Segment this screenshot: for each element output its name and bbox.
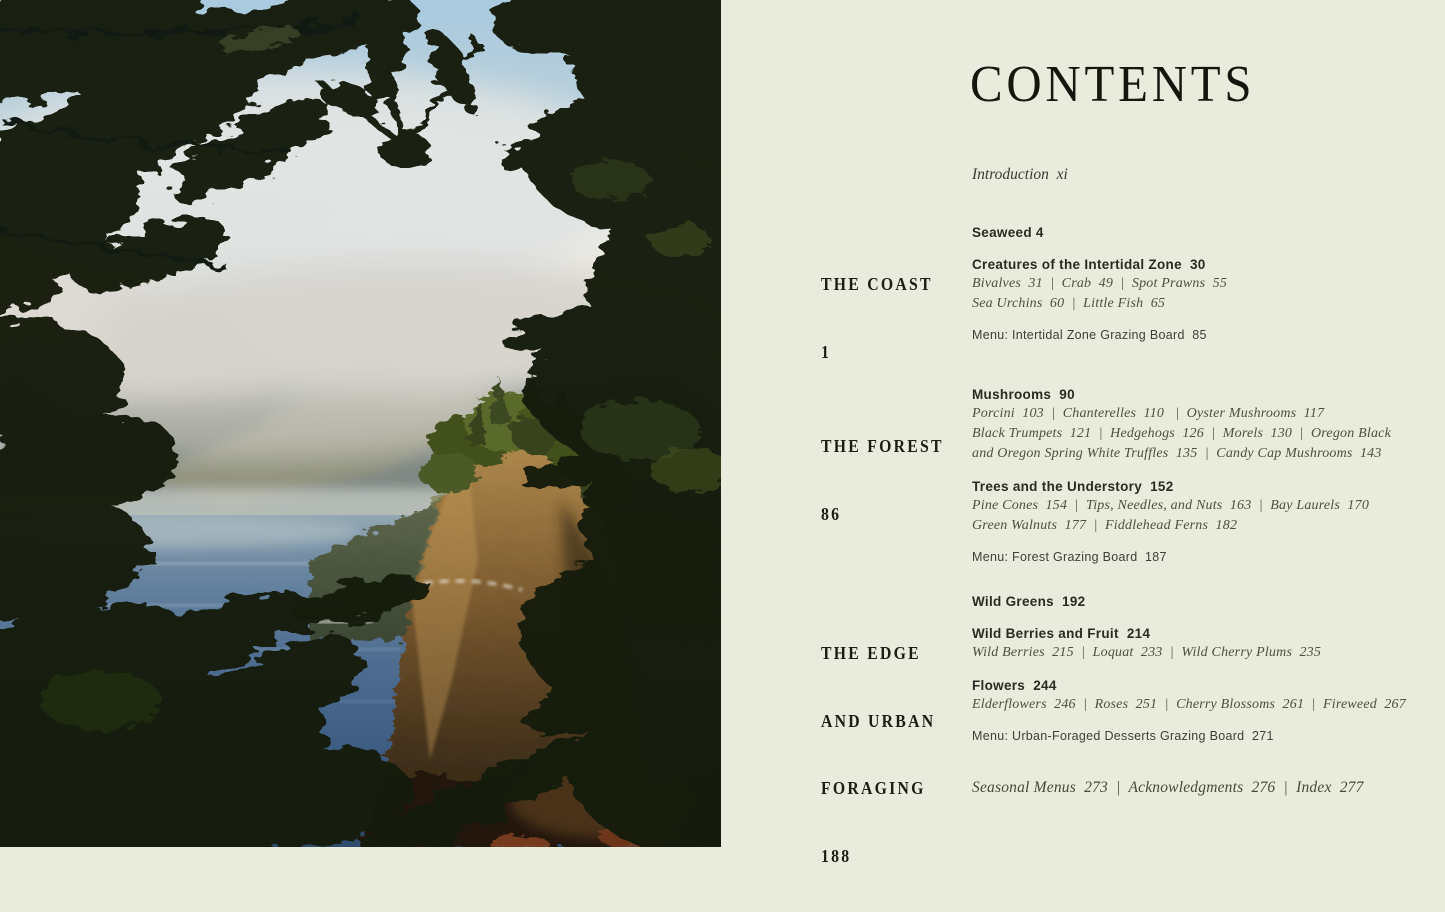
toc-entry-heading: Wild Berries and Fruit 214 — [972, 626, 1151, 641]
section-label-line: THE EDGE — [821, 643, 921, 663]
section-page-number: 86 — [821, 503, 842, 524]
toc-group — [972, 479, 1441, 535]
back-matter-entry: Seasonal Menus 273 | Acknowledgments 276 | Index 277 — [972, 779, 1364, 796]
toc-subentry: Porcini 103 | Chanterelles 110 | Oyster Mushrooms 117 — [972, 406, 1325, 421]
coastal-photo — [0, 0, 721, 847]
toc-subentry: Bivalves 31 | Crab 49 | Spot Prawns 55 — [972, 276, 1228, 291]
section-content — [972, 387, 1441, 570]
toc-group — [972, 225, 1441, 241]
toc-group — [972, 678, 1441, 714]
toc-group — [972, 594, 1441, 610]
toc-section-the-edge-and-urban-foraging — [821, 594, 1441, 912]
toc-subentry: Black Trumpets 121 | Hedgehogs 126 | Morels 130 | Oregon Black — [972, 426, 1391, 441]
toc-subentry: Pine Cones 154 | Tips, Needles, and Nuts 163 | Bay Laurels 170 — [972, 498, 1370, 513]
menu-entry: Menu: Forest Grazing Board 187 — [972, 550, 1167, 564]
section-label — [821, 594, 957, 912]
section-label — [821, 387, 957, 570]
section-page-number: 1 — [821, 341, 832, 362]
menu-entry: Menu: Intertidal Zone Grazing Board 85 — [972, 328, 1207, 342]
toc-entry-heading: Seaweed 4 — [972, 225, 1044, 240]
contents-page — [721, 0, 1445, 866]
toc-entry-heading: Wild Greens 192 — [972, 594, 1086, 609]
section-label-line: FORAGING — [821, 778, 926, 798]
toc-entry-heading: Flowers 244 — [972, 678, 1057, 693]
toc-group — [972, 626, 1441, 662]
toc-subentry: Elderflowers 246 | Roses 251 | Cherry Blossoms 261 | Fireweed 267 — [972, 697, 1406, 712]
section-label-line: THE COAST — [821, 274, 933, 294]
toc-entry-heading: Trees and the Understory 152 — [972, 479, 1174, 494]
section-page-number: 188 — [821, 845, 852, 866]
section-content — [972, 594, 1441, 912]
menu-entry: Menu: Urban-Foraged Desserts Grazing Board 271 — [972, 729, 1274, 743]
introduction-entry: Introduction xi — [972, 166, 1068, 183]
toc-subentry: and Oregon Spring White Truffles 135 | Candy Cap Mushrooms 143 — [972, 446, 1382, 461]
toc-group — [972, 257, 1441, 313]
toc-section-the-forest — [821, 387, 1441, 570]
toc-section-the-coast — [821, 225, 1441, 408]
coastal-photo-illustration — [0, 0, 721, 847]
toc-group — [972, 387, 1441, 463]
section-content — [972, 225, 1441, 408]
section-label-line: THE FOREST — [821, 436, 944, 456]
section-label — [821, 225, 957, 408]
toc-subentry: Sea Urchins 60 | Little Fish 65 — [972, 296, 1166, 311]
toc-subentry: Wild Berries 215 | Loquat 233 | Wild Cherry Plums 235 — [972, 645, 1322, 660]
toc-entry-heading: Creatures of the Intertidal Zone 30 — [972, 257, 1206, 272]
toc-subentry: Green Walnuts 177 | Fiddlehead Ferns 182 — [972, 518, 1238, 533]
section-label-line: AND URBAN — [821, 710, 936, 731]
page-title: CONTENTS — [970, 56, 1256, 113]
toc-entry-heading: Mushrooms 90 — [972, 387, 1075, 402]
